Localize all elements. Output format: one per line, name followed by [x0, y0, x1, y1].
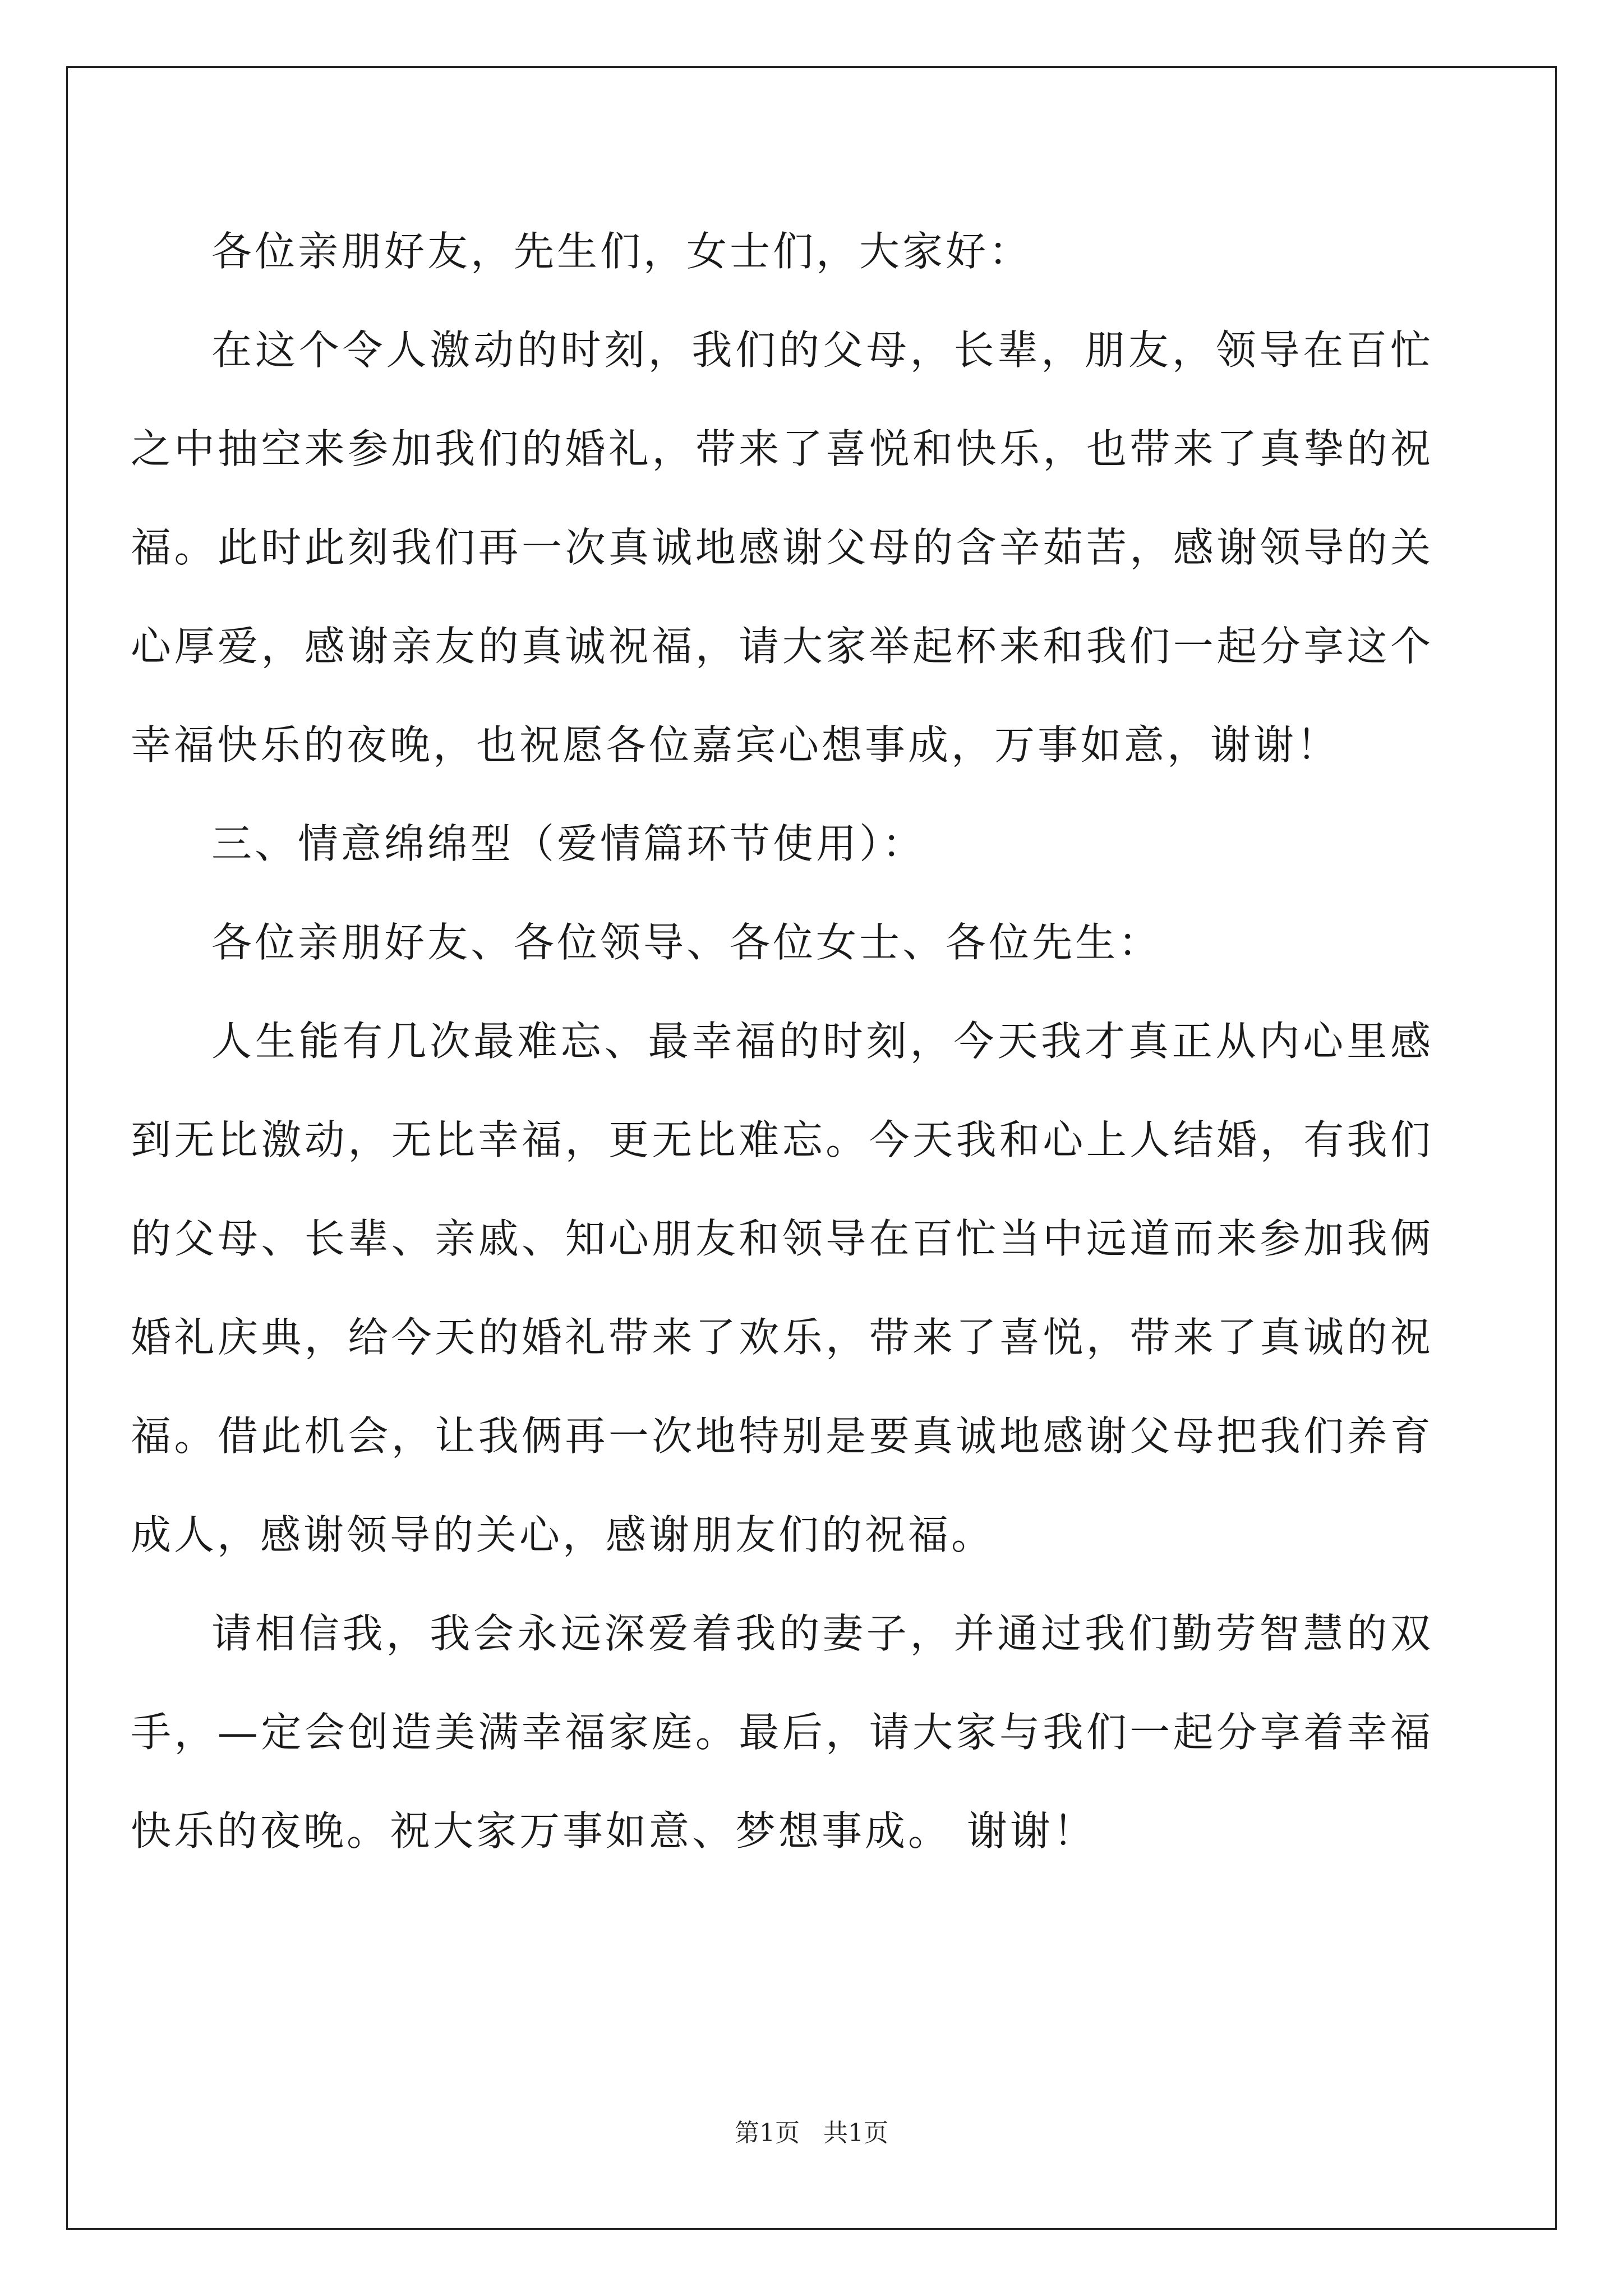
paragraph-closing: 请相信我，我会永远深爱着我的妻子，并通过我们勤劳智慧的双手，—定会创造美满幸福家庭。最后，请大家与我们一起分享着幸福快乐的夜晚。祝大家万事如意、梦想事成。 谢谢！ — [131, 1610, 1433, 1855]
section-heading: 三、情意绵绵型（爱情篇环节使用）： — [211, 820, 926, 867]
paragraph-greeting: 各位亲朋好友，先生们，女士们，大家好： — [211, 228, 1032, 275]
paragraph-speech: 人生能有几次最难忘、最幸福的时刻，今天我才真正从内心里感到无比激动，无比幸福，更无比难忘。今天我和心上人结婚，有我们的父母、长辈、亲戚、知心朋友和领导在百忙当中远道而来参加我俩婚礼庆典，给今天的婚礼带来了欢乐，带来了喜悦，带来了真诚的祝福。借此机会，让我俩再一次地特别是要真诚地感谢父母把我们养育成人，感谢领导的关心，感谢朋友们的祝福。 — [131, 1018, 1433, 1558]
page-number-footer: 第1页 共1页 — [735, 2119, 888, 2147]
document-body — [131, 202, 1433, 1880]
paragraph-thanks: 在这个令人激动的时刻，我们的父母，长辈，朋友，领导在百忙之中抽空来参加我们的婚礼，带来了喜悦和快乐，也带来了真挚的祝福。此时此刻我们再一次真诚地感谢父母的含辛茹苦，感谢领导的关心厚爱，感谢亲友的真诚祝福，请大家举起杯来和我们一起分享这个幸福快乐的夜晚，也祝愿各位嘉宾心想事成，万事如意，谢谢！ — [131, 326, 1433, 769]
paragraph-salutation: 各位亲朋好友、各位领导、各位女士、各位先生： — [211, 919, 1162, 966]
